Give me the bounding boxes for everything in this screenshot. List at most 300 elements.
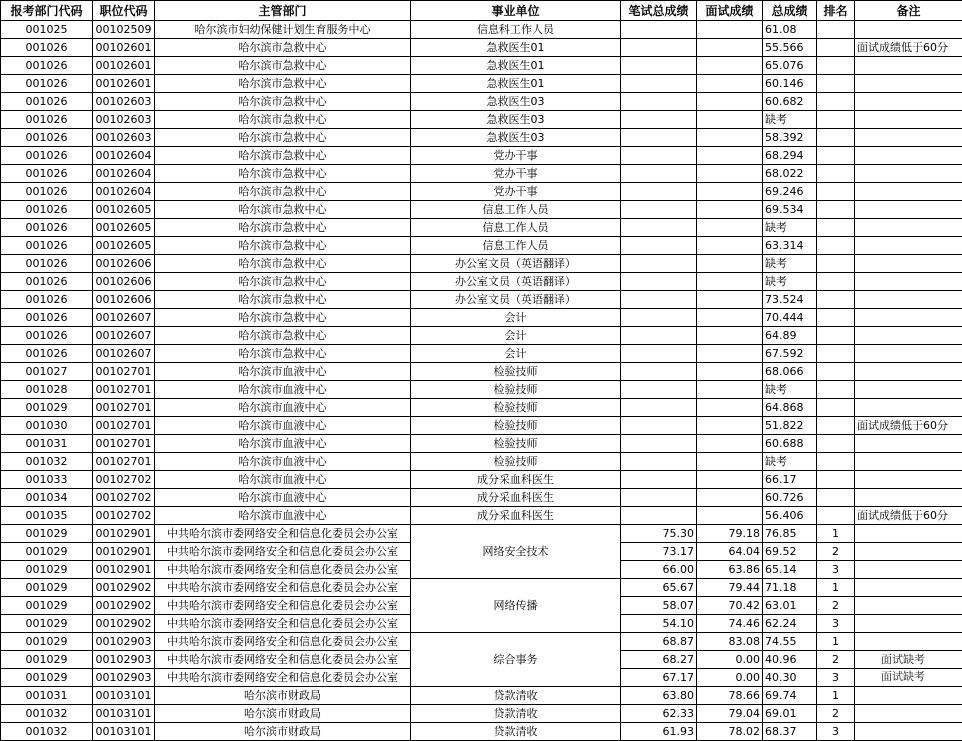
dept-cell: 哈尔滨市血液中心: [155, 381, 411, 399]
note-cell: [855, 237, 962, 255]
note-cell: [855, 453, 962, 471]
dept-code-cell: 001031: [1, 435, 93, 453]
interview-score-cell: [697, 201, 763, 219]
rank-cell: 3: [817, 723, 855, 741]
written-score-cell: [621, 237, 697, 255]
pos-code-cell: 00102701: [93, 417, 155, 435]
note-cell: [855, 687, 962, 705]
rank-cell: 3: [817, 669, 855, 687]
rank-cell: 2: [817, 597, 855, 615]
rank-cell: 2: [817, 705, 855, 723]
dept-code-cell: 001026: [1, 111, 93, 129]
rank-cell: [817, 129, 855, 147]
total-score-cell: 65.14: [763, 561, 817, 579]
unit-cell: 办公室文员（英语翻译）: [411, 273, 621, 291]
interview-score-cell: [697, 75, 763, 93]
pos-code-cell: 00102606: [93, 291, 155, 309]
dept-code-cell: 001026: [1, 57, 93, 75]
dept-cell: 中共哈尔滨市委网络安全和信息化委员会办公室: [155, 633, 411, 651]
written-score-cell: 66.00: [621, 561, 697, 579]
dept-code-cell: 001026: [1, 237, 93, 255]
interview-score-cell: [697, 273, 763, 291]
dept-cell: 中共哈尔滨市委网络安全和信息化委员会办公室: [155, 525, 411, 543]
dept-cell: 哈尔滨市财政局: [155, 723, 411, 741]
overlay-notes: [881, 651, 961, 685]
note-cell: 面试成绩低于60分: [855, 507, 962, 525]
table-row: [1, 579, 962, 597]
total-score-cell: 69.534: [763, 201, 817, 219]
unit-cell: 急救医生03: [411, 111, 621, 129]
dept-cell: 哈尔滨市急救中心: [155, 39, 411, 57]
dept-code-cell: 001026: [1, 345, 93, 363]
dept-code-cell: 001026: [1, 75, 93, 93]
pos-code-cell: 00102702: [93, 471, 155, 489]
interview-score-cell: [697, 39, 763, 57]
note-cell: [855, 525, 962, 543]
unit-cell: 党办干事: [411, 183, 621, 201]
dept-code-cell: 001026: [1, 309, 93, 327]
dept-cell: 中共哈尔滨市委网络安全和信息化委员会办公室: [155, 651, 411, 669]
note-cell: [855, 111, 962, 129]
written-score-cell: [621, 435, 697, 453]
dept-cell: 哈尔滨市急救中心: [155, 147, 411, 165]
table-row: [1, 21, 962, 39]
note-cell: 面试成绩低于60分: [855, 417, 962, 435]
written-score-cell: [621, 471, 697, 489]
written-score-cell: 58.07: [621, 597, 697, 615]
table-row: [1, 525, 962, 543]
note-cell: [855, 723, 962, 741]
interview-score-cell: 79.44: [697, 579, 763, 597]
note-cell: [855, 345, 962, 363]
dept-cell: 哈尔滨市急救中心: [155, 201, 411, 219]
interview-score-cell: [697, 255, 763, 273]
pos-code-cell: 00102603: [93, 111, 155, 129]
pos-code-cell: 00102605: [93, 201, 155, 219]
interview-score-cell: [697, 219, 763, 237]
rank-cell: [817, 165, 855, 183]
total-score-cell: 71.18: [763, 579, 817, 597]
written-score-cell: 75.30: [621, 525, 697, 543]
dept-cell: 哈尔滨市急救中心: [155, 57, 411, 75]
header-dept-code: 报考部门代码: [1, 1, 93, 21]
unit-cell: 会计: [411, 345, 621, 363]
rank-cell: 3: [817, 561, 855, 579]
total-score-cell: 61.08: [763, 21, 817, 39]
table-row: [1, 723, 962, 741]
pos-code-cell: 00102902: [93, 597, 155, 615]
pos-code-cell: 00103101: [93, 723, 155, 741]
unit-cell: 办公室文员（英语翻译）: [411, 255, 621, 273]
written-score-cell: [621, 75, 697, 93]
dept-code-cell: 001034: [1, 489, 93, 507]
pos-code-cell: 00102701: [93, 399, 155, 417]
unit-cell: 急救医生01: [411, 57, 621, 75]
written-score-cell: [621, 93, 697, 111]
dept-cell: 哈尔滨市血液中心: [155, 399, 411, 417]
table-row: [1, 381, 962, 399]
interview-score-cell: [697, 417, 763, 435]
note-cell: [855, 327, 962, 345]
rank-cell: [817, 147, 855, 165]
header-note: 备注: [855, 1, 962, 21]
total-score-cell: 58.392: [763, 129, 817, 147]
pos-code-cell: 00102601: [93, 75, 155, 93]
rank-cell: [817, 327, 855, 345]
rank-cell: [817, 309, 855, 327]
table-row: [1, 705, 962, 723]
total-score-cell: 69.01: [763, 705, 817, 723]
total-score-cell: 缺考: [763, 273, 817, 291]
total-score-cell: 缺考: [763, 111, 817, 129]
header-total: 总成绩: [763, 1, 817, 21]
interview-score-cell: [697, 489, 763, 507]
interview-score-cell: [697, 147, 763, 165]
total-score-cell: 63.01: [763, 597, 817, 615]
note-cell: [855, 183, 962, 201]
pos-code-cell: 00102701: [93, 363, 155, 381]
unit-cell: 贷款清收: [411, 723, 621, 741]
table-row: [1, 363, 962, 381]
table-row: [1, 255, 962, 273]
interview-score-cell: [697, 363, 763, 381]
table-row: [1, 75, 962, 93]
note-cell: [855, 381, 962, 399]
rank-cell: 3: [817, 615, 855, 633]
note-cell: [855, 561, 962, 579]
written-score-cell: 54.10: [621, 615, 697, 633]
total-score-cell: 67.592: [763, 345, 817, 363]
rank-cell: [817, 21, 855, 39]
dept-code-cell: 001029: [1, 597, 93, 615]
written-score-cell: [621, 309, 697, 327]
interview-score-cell: [697, 345, 763, 363]
written-score-cell: [621, 273, 697, 291]
header-pos-code: 职位代码: [93, 1, 155, 21]
rank-cell: [817, 111, 855, 129]
table-row: [1, 273, 962, 291]
pos-code-cell: 00102701: [93, 435, 155, 453]
unit-cell: 检验技师: [411, 399, 621, 417]
header-row: [1, 1, 962, 21]
table-row: [1, 309, 962, 327]
dept-cell: 哈尔滨市急救中心: [155, 345, 411, 363]
written-score-cell: [621, 201, 697, 219]
dept-code-cell: 001029: [1, 399, 93, 417]
note-cell: [855, 543, 962, 561]
header-interview: 面试成绩: [697, 1, 763, 21]
dept-code-cell: 001032: [1, 723, 93, 741]
table-row: [1, 435, 962, 453]
pos-code-cell: 00102607: [93, 345, 155, 363]
table-row: [1, 399, 962, 417]
unit-cell: 信息工作人员: [411, 237, 621, 255]
table-row: [1, 219, 962, 237]
unit-cell: 成分采血科医生: [411, 489, 621, 507]
table-row: [1, 147, 962, 165]
written-score-cell: [621, 129, 697, 147]
note-cell: [855, 309, 962, 327]
note-cell: [855, 75, 962, 93]
pos-code-cell: 00102603: [93, 129, 155, 147]
unit-cell: 检验技师: [411, 381, 621, 399]
written-score-cell: 65.67: [621, 579, 697, 597]
interview-score-cell: 64.04: [697, 543, 763, 561]
unit-cell: 党办干事: [411, 147, 621, 165]
dept-cell: 哈尔滨市血液中心: [155, 507, 411, 525]
dept-code-cell: 001031: [1, 687, 93, 705]
rank-cell: [817, 471, 855, 489]
written-score-cell: 62.33: [621, 705, 697, 723]
note-cell: [855, 201, 962, 219]
dept-code-cell: 001028: [1, 381, 93, 399]
total-score-cell: 69.52: [763, 543, 817, 561]
pos-code-cell: 00102604: [93, 165, 155, 183]
interview-score-cell: [697, 57, 763, 75]
pos-code-cell: 00103101: [93, 687, 155, 705]
table-row: [1, 57, 962, 75]
pos-code-cell: 00102901: [93, 525, 155, 543]
pos-code-cell: 00102701: [93, 453, 155, 471]
interview-score-cell: 78.02: [697, 723, 763, 741]
dept-code-cell: 001032: [1, 705, 93, 723]
unit-cell: 网络安全技术: [411, 525, 621, 579]
total-score-cell: 69.74: [763, 687, 817, 705]
rank-cell: [817, 453, 855, 471]
dept-cell: 哈尔滨市血液中心: [155, 471, 411, 489]
table-row: [1, 183, 962, 201]
written-score-cell: 63.80: [621, 687, 697, 705]
dept-code-cell: 001033: [1, 471, 93, 489]
dept-cell: 哈尔滨市血液中心: [155, 417, 411, 435]
total-score-cell: 60.688: [763, 435, 817, 453]
dept-cell: 哈尔滨市急救中心: [155, 237, 411, 255]
dept-cell: 哈尔滨市急救中心: [155, 165, 411, 183]
note-cell: [855, 291, 962, 309]
dept-code-cell: 001029: [1, 525, 93, 543]
dept-code-cell: 001029: [1, 615, 93, 633]
dept-code-cell: 001026: [1, 255, 93, 273]
dept-cell: 哈尔滨市急救中心: [155, 327, 411, 345]
written-score-cell: [621, 399, 697, 417]
dept-code-cell: 001029: [1, 633, 93, 651]
rank-cell: [817, 363, 855, 381]
note-cell: [855, 633, 962, 651]
pos-code-cell: 00102606: [93, 255, 155, 273]
pos-code-cell: 00102901: [93, 543, 155, 561]
rank-cell: [817, 201, 855, 219]
unit-cell: 会计: [411, 327, 621, 345]
rank-cell: [817, 57, 855, 75]
interview-score-cell: [697, 453, 763, 471]
dept-cell: 哈尔滨市急救中心: [155, 273, 411, 291]
pos-code-cell: 00102902: [93, 615, 155, 633]
interview-score-cell: [697, 129, 763, 147]
pos-code-cell: 00103101: [93, 705, 155, 723]
written-score-cell: [621, 147, 697, 165]
total-score-cell: 70.444: [763, 309, 817, 327]
table-row: [1, 201, 962, 219]
written-score-cell: 67.17: [621, 669, 697, 687]
interview-score-cell: 74.46: [697, 615, 763, 633]
written-score-cell: [621, 345, 697, 363]
written-score-cell: 68.27: [621, 651, 697, 669]
written-score-cell: [621, 57, 697, 75]
total-score-cell: 40.30: [763, 669, 817, 687]
dept-cell: 哈尔滨市血液中心: [155, 363, 411, 381]
dept-cell: 哈尔滨市急救中心: [155, 291, 411, 309]
dept-cell: 哈尔滨市急救中心: [155, 111, 411, 129]
total-score-cell: 68.294: [763, 147, 817, 165]
rank-cell: [817, 93, 855, 111]
header-dept: 主管部门: [155, 1, 411, 21]
dept-cell: 哈尔滨市财政局: [155, 705, 411, 723]
dept-code-cell: 001026: [1, 129, 93, 147]
interview-score-cell: 79.18: [697, 525, 763, 543]
note-cell: [855, 129, 962, 147]
dept-code-cell: 001027: [1, 363, 93, 381]
note-cell: [855, 471, 962, 489]
total-score-cell: 69.246: [763, 183, 817, 201]
unit-cell: 成分采血科医生: [411, 471, 621, 489]
rank-cell: [817, 75, 855, 93]
dept-code-cell: 001026: [1, 291, 93, 309]
note-cell: [855, 255, 962, 273]
total-score-cell: 缺考: [763, 381, 817, 399]
overlay-note: 面试缺考: [881, 651, 961, 668]
unit-cell: 急救医生01: [411, 75, 621, 93]
rank-cell: [817, 399, 855, 417]
table-row: [1, 471, 962, 489]
total-score-cell: 76.85: [763, 525, 817, 543]
header-unit: 事业单位: [411, 1, 621, 21]
note-cell: 面试成绩低于60分: [855, 39, 962, 57]
dept-cell: 哈尔滨市财政局: [155, 687, 411, 705]
dept-cell: 哈尔滨市血液中心: [155, 453, 411, 471]
total-score-cell: 缺考: [763, 219, 817, 237]
rank-cell: 1: [817, 633, 855, 651]
interview-score-cell: [697, 165, 763, 183]
interview-score-cell: [697, 111, 763, 129]
total-score-cell: 63.314: [763, 237, 817, 255]
unit-cell: 贷款清收: [411, 687, 621, 705]
rank-cell: [817, 489, 855, 507]
dept-cell: 哈尔滨市急救中心: [155, 255, 411, 273]
rank-cell: [817, 507, 855, 525]
interview-score-cell: [697, 471, 763, 489]
interview-score-cell: 78.66: [697, 687, 763, 705]
written-score-cell: [621, 291, 697, 309]
dept-cell: 中共哈尔滨市委网络安全和信息化委员会办公室: [155, 597, 411, 615]
unit-cell: 检验技师: [411, 453, 621, 471]
rank-cell: [817, 237, 855, 255]
written-score-cell: [621, 39, 697, 57]
pos-code-cell: 00102603: [93, 93, 155, 111]
written-score-cell: [621, 183, 697, 201]
dept-code-cell: 001029: [1, 561, 93, 579]
total-score-cell: 68.066: [763, 363, 817, 381]
interview-score-cell: [697, 381, 763, 399]
dept-cell: 中共哈尔滨市委网络安全和信息化委员会办公室: [155, 579, 411, 597]
pos-code-cell: 00102509: [93, 21, 155, 39]
interview-score-cell: [697, 93, 763, 111]
table-row: [1, 633, 962, 651]
total-score-cell: 56.406: [763, 507, 817, 525]
written-score-cell: 73.17: [621, 543, 697, 561]
interview-score-cell: [697, 309, 763, 327]
note-cell: [855, 93, 962, 111]
rank-cell: [817, 381, 855, 399]
pos-code-cell: 00102605: [93, 219, 155, 237]
dept-cell: 哈尔滨市急救中心: [155, 75, 411, 93]
total-score-cell: 60.146: [763, 75, 817, 93]
dept-code-cell: 001026: [1, 327, 93, 345]
table-body: [1, 21, 962, 741]
dept-code-cell: 001026: [1, 219, 93, 237]
total-score-cell: 64.868: [763, 399, 817, 417]
total-score-cell: 51.822: [763, 417, 817, 435]
written-score-cell: [621, 507, 697, 525]
rank-cell: [817, 183, 855, 201]
table-row: [1, 345, 962, 363]
header-written: 笔试总成绩: [621, 1, 697, 21]
dept-code-cell: 001029: [1, 543, 93, 561]
interview-score-cell: [697, 183, 763, 201]
unit-cell: 网络传播: [411, 579, 621, 633]
pos-code-cell: 00102606: [93, 273, 155, 291]
unit-cell: 检验技师: [411, 363, 621, 381]
note-cell: [855, 615, 962, 633]
dept-code-cell: 001026: [1, 273, 93, 291]
interview-score-cell: [697, 291, 763, 309]
written-score-cell: [621, 219, 697, 237]
note-cell: [855, 399, 962, 417]
note-cell: [855, 489, 962, 507]
note-cell: [855, 597, 962, 615]
interview-score-cell: 79.04: [697, 705, 763, 723]
rank-cell: 1: [817, 579, 855, 597]
unit-cell: 信息科工作人员: [411, 21, 621, 39]
pos-code-cell: 00102604: [93, 147, 155, 165]
dept-code-cell: 001026: [1, 165, 93, 183]
total-score-cell: 40.96: [763, 651, 817, 669]
dept-cell: 哈尔滨市血液中心: [155, 435, 411, 453]
dept-code-cell: 001026: [1, 201, 93, 219]
total-score-cell: 68.37: [763, 723, 817, 741]
total-score-cell: 缺考: [763, 255, 817, 273]
written-score-cell: [621, 489, 697, 507]
table-row: [1, 111, 962, 129]
unit-cell: 信息工作人员: [411, 219, 621, 237]
dept-code-cell: 001030: [1, 417, 93, 435]
note-cell: [855, 219, 962, 237]
rank-cell: [817, 219, 855, 237]
rank-cell: 1: [817, 687, 855, 705]
rank-cell: [817, 435, 855, 453]
unit-cell: 办公室文员（英语翻译）: [411, 291, 621, 309]
unit-cell: 成分采血科医生: [411, 507, 621, 525]
rank-cell: 2: [817, 543, 855, 561]
unit-cell: 急救医生03: [411, 93, 621, 111]
rank-cell: [817, 345, 855, 363]
total-score-cell: 65.076: [763, 57, 817, 75]
dept-code-cell: 001029: [1, 579, 93, 597]
table-row: [1, 237, 962, 255]
dept-cell: 哈尔滨市急救中心: [155, 309, 411, 327]
unit-cell: 检验技师: [411, 417, 621, 435]
interview-score-cell: [697, 507, 763, 525]
pos-code-cell: 00102903: [93, 651, 155, 669]
